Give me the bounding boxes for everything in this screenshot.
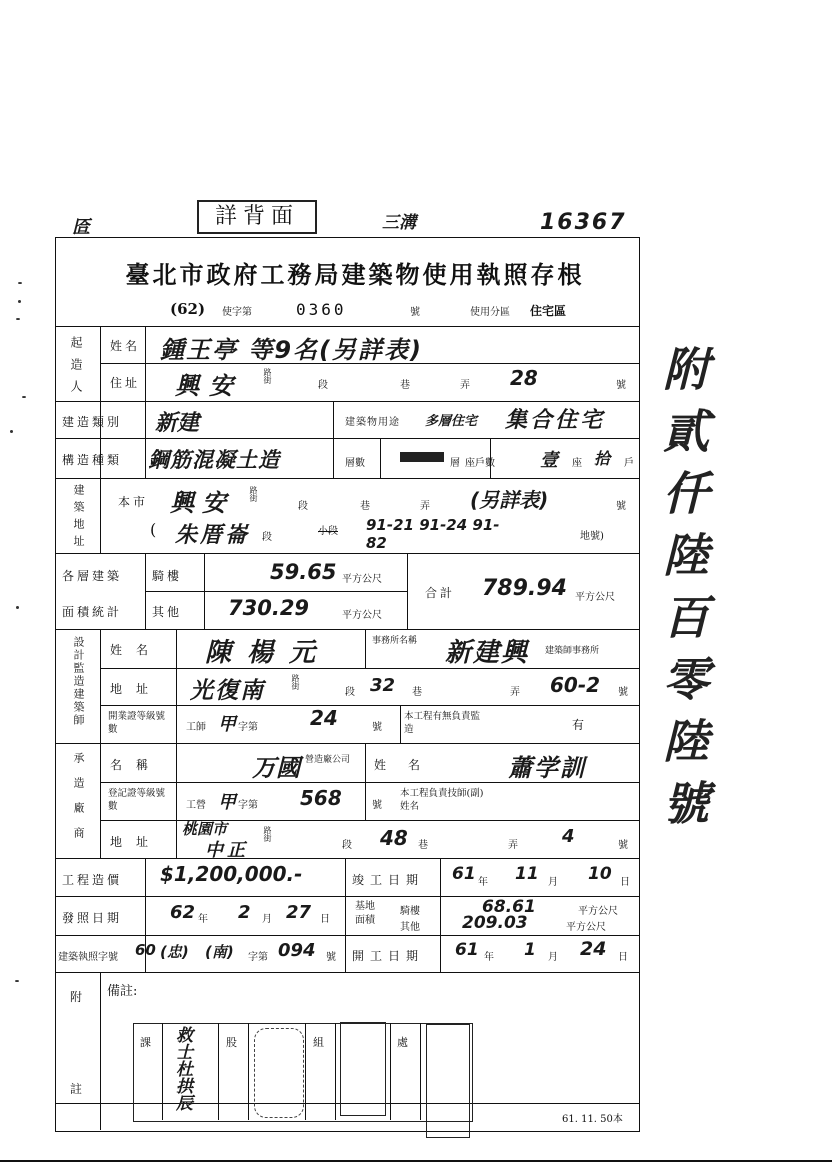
rule-8 bbox=[100, 668, 640, 669]
issue-month: 2 bbox=[238, 902, 251, 923]
col-arch-mid-2 bbox=[400, 705, 401, 743]
architect-addr-no: 60-2 bbox=[550, 673, 601, 697]
rule-4 bbox=[55, 438, 640, 439]
col-left-3 bbox=[100, 629, 101, 858]
area-total-label: 合計 bbox=[425, 586, 456, 600]
units-b: 拾 bbox=[594, 449, 611, 468]
rule-10 bbox=[55, 743, 640, 744]
permit-value-no: 094 bbox=[278, 940, 316, 961]
site-section-label: 建築地址 bbox=[72, 484, 85, 552]
sign-c-label: 組 bbox=[313, 1036, 324, 1049]
site-district: 朱厝崙 bbox=[175, 523, 251, 548]
area-label-b: 面積統計 bbox=[62, 605, 123, 619]
issue-unit-2: 平方公尺 bbox=[566, 922, 606, 933]
notes-section-b: 註 bbox=[70, 1082, 83, 1096]
col-area-total bbox=[407, 553, 408, 629]
sig-col-4 bbox=[305, 1023, 306, 1120]
start-month-suffix: 月 bbox=[548, 952, 558, 963]
rule-7 bbox=[55, 629, 640, 630]
start-year: 61 bbox=[455, 940, 479, 960]
issue-label: 發照日期 bbox=[62, 911, 123, 925]
col-arch-mid bbox=[365, 629, 366, 668]
contractor-addr-sect: 段 bbox=[342, 840, 352, 851]
sign-d-label: 處 bbox=[397, 1036, 408, 1049]
units-b-suffix: 戶 bbox=[624, 458, 634, 469]
license-number: 0360 bbox=[296, 300, 347, 319]
sig-col-3 bbox=[248, 1023, 249, 1120]
col-cost-mid-2 bbox=[440, 858, 441, 972]
sig-col-1 bbox=[162, 1023, 163, 1120]
contractor-addr-lane: 巷 bbox=[418, 840, 428, 851]
site-lots: 91-21 91-24 91-82 bbox=[366, 516, 500, 552]
sign-a-name: 救士杜拱辰 bbox=[172, 1026, 192, 1111]
area-arcade-value: 59.65 bbox=[270, 560, 337, 584]
floors-label: 層數 bbox=[345, 458, 365, 469]
architect-addr-lane: 巷 bbox=[412, 687, 422, 698]
zone-value: 住宅區 bbox=[530, 304, 567, 318]
contractor-addr-no: 4 bbox=[562, 826, 575, 847]
issue-day: 27 bbox=[286, 902, 312, 923]
contractor-person-value: 蕭学訓 bbox=[508, 754, 586, 782]
margin-speck bbox=[10, 430, 13, 433]
type-label: 建造類別 bbox=[62, 415, 123, 429]
site-subsection: 小段 bbox=[318, 526, 338, 537]
completion-label: 竣工日期 bbox=[352, 873, 425, 887]
owner-address-sect: 段 bbox=[318, 380, 328, 391]
struct-label: 構造種類 bbox=[62, 453, 123, 467]
contractor-addr-road-suffix: 路街 bbox=[263, 826, 272, 842]
rule-6 bbox=[55, 553, 640, 554]
rule-1 bbox=[55, 326, 640, 327]
owner-address-no: 28 bbox=[510, 366, 538, 390]
site-lot-suffix: 地號) bbox=[580, 531, 604, 542]
col-left-4 bbox=[100, 972, 101, 1130]
margin-speck bbox=[15, 980, 19, 982]
start-day: 24 bbox=[580, 938, 607, 960]
col-left-2 bbox=[100, 478, 101, 553]
rule-9 bbox=[100, 705, 640, 706]
site-road-suffix: 路街 bbox=[249, 486, 258, 502]
rule-13 bbox=[55, 858, 640, 859]
license-prefix: 使字第 bbox=[222, 307, 252, 318]
col-label-arch bbox=[176, 629, 177, 858]
floors-suffix: 層 bbox=[450, 458, 460, 469]
margin-speck bbox=[16, 318, 20, 320]
use-prefix: 多層住宅 bbox=[425, 414, 478, 429]
site-area-label: 基地面積 bbox=[355, 901, 375, 926]
units-a: 壹 bbox=[540, 450, 558, 471]
site-lane: 巷 bbox=[360, 501, 370, 512]
serial-number: 16367 bbox=[540, 210, 627, 235]
contractor-reg-hao: 號 bbox=[372, 800, 382, 811]
architect-license-grade: 甲 bbox=[218, 714, 236, 735]
architect-addr-value: 光復南 bbox=[190, 678, 265, 704]
cost-value: $1,200,000.- bbox=[160, 862, 303, 886]
issue-other-value: 209.03 bbox=[462, 913, 528, 933]
site-open-paren: ( bbox=[150, 520, 157, 539]
architect-name-label: 姓名 bbox=[110, 643, 163, 657]
permit-value-hao: 號 bbox=[326, 952, 336, 963]
type-value: 新建 bbox=[155, 411, 200, 436]
rule-3 bbox=[55, 401, 640, 402]
architect-license-label: 開業證等級號數 bbox=[108, 711, 166, 735]
contractor-reg-prefix: 工營 bbox=[186, 800, 206, 811]
issue-unit-1: 平方公尺 bbox=[578, 906, 618, 917]
signature-b-scribble bbox=[254, 1028, 304, 1118]
rule-12 bbox=[100, 820, 640, 821]
floors-redacted bbox=[400, 452, 444, 462]
architect-license-hao: 號 bbox=[372, 722, 382, 733]
owner-name-value: 鍾王亭 等9名(另詳表) bbox=[160, 336, 423, 364]
use-label: 建築物用途 bbox=[345, 417, 400, 428]
margin-speck bbox=[18, 300, 21, 303]
top-mid-mark: 三溝 bbox=[382, 213, 416, 233]
architect-addr-sect: 段 bbox=[345, 687, 355, 698]
margin-speck bbox=[18, 282, 22, 284]
area-unit-2: 平方公尺 bbox=[342, 610, 382, 621]
owner-section-label: 起造人 bbox=[69, 336, 83, 402]
architect-supervise-value: 有 bbox=[572, 718, 585, 732]
rule-sub-area bbox=[145, 591, 407, 592]
architect-addr-road: 路街 bbox=[291, 674, 300, 690]
contractor-reg-grade: 甲 bbox=[218, 792, 236, 813]
issue-arcade-label: 騎樓 bbox=[400, 906, 420, 917]
completion-month-suffix: 月 bbox=[548, 877, 558, 888]
site-sect: 段 bbox=[298, 501, 308, 512]
architect-office-label: 事務所名稱 bbox=[372, 636, 418, 646]
contractor-tech-label: 本工程負責技師(副)姓名 bbox=[400, 788, 484, 812]
license-suffix: 號 bbox=[410, 307, 420, 318]
col-label-area bbox=[145, 553, 146, 629]
architect-supervise-label: 本工程有無負責監造 bbox=[404, 711, 481, 735]
col-floors bbox=[380, 438, 381, 478]
margin-speck bbox=[22, 396, 26, 398]
area-unit-1: 平方公尺 bbox=[342, 574, 382, 585]
sig-col-5 bbox=[335, 1023, 336, 1120]
contractor-name-suffix: 營造廠公司 bbox=[305, 755, 351, 765]
signature-c-stamp bbox=[340, 1022, 386, 1116]
issue-month-suffix: 月 bbox=[262, 914, 272, 925]
contractor-reg-label: 登記證等級號數 bbox=[108, 788, 166, 812]
completion-day: 10 bbox=[588, 864, 612, 884]
use-value: 集合住宅 bbox=[505, 408, 606, 433]
owner-address-road: 路街 bbox=[263, 368, 272, 384]
contractor-section-label: 承造廠商 bbox=[72, 752, 85, 852]
start-year-suffix: 年 bbox=[484, 952, 494, 963]
col-contr-mid bbox=[365, 743, 366, 820]
footer-code: 61. 11. 50本 bbox=[562, 1114, 623, 1125]
architect-addr-label: 地址 bbox=[110, 682, 163, 696]
owner-address-hao: 號 bbox=[616, 380, 626, 391]
owner-address-label: 住址 bbox=[110, 376, 141, 390]
architect-name-value: 陳楊元 bbox=[205, 638, 332, 668]
notes-section-a: 附 bbox=[70, 990, 83, 1004]
completion-year: 61 bbox=[452, 864, 476, 884]
col-mid-type bbox=[333, 401, 334, 478]
owner-address-no-label: 弄 bbox=[460, 380, 470, 391]
area-other-label: 其他 bbox=[152, 605, 183, 619]
site-city: 本市 bbox=[118, 495, 149, 509]
contractor-addr-hao: 號 bbox=[618, 840, 628, 851]
sig-col-6 bbox=[390, 1023, 391, 1120]
struct-value: 鋼筋混凝土造 bbox=[148, 448, 280, 472]
architect-office-suffix: 建築師事務所 bbox=[545, 646, 600, 656]
completion-month: 11 bbox=[515, 864, 539, 884]
sign-b-label: 股 bbox=[226, 1036, 237, 1049]
owner-name-label: 姓名 bbox=[110, 339, 141, 353]
issue-arcade-value: 68.61 bbox=[482, 897, 536, 917]
contractor-addr-city: 桃園市 bbox=[182, 820, 228, 838]
start-day-suffix: 日 bbox=[618, 952, 628, 963]
detail-back-stamp bbox=[197, 200, 317, 234]
area-total-value: 789.94 bbox=[482, 576, 567, 601]
owner-address-value: 興安 bbox=[175, 372, 243, 400]
zone-label: 使用分區 bbox=[470, 307, 510, 318]
architect-addr-alley: 弄 bbox=[510, 687, 520, 698]
contractor-reg-mid: 字第 bbox=[238, 800, 258, 811]
form-title: 臺北市政府工務局建築物使用執照存根 bbox=[125, 260, 585, 289]
license-year: (62) bbox=[170, 300, 206, 318]
architect-license-prefix: 工師 bbox=[186, 722, 206, 733]
contractor-name-label: 名稱 bbox=[110, 758, 163, 772]
bottom-edge bbox=[0, 1160, 832, 1162]
contractor-addr-lane-no: 48 bbox=[380, 826, 408, 850]
contractor-addr-road: 中正 bbox=[205, 840, 249, 861]
architect-addr-hao: 號 bbox=[618, 687, 628, 698]
cost-label: 工程造價 bbox=[62, 873, 123, 887]
completion-year-suffix: 年 bbox=[478, 877, 488, 888]
issue-year-suffix: 年 bbox=[198, 914, 208, 925]
area-arcade-label: 騎樓 bbox=[152, 569, 183, 583]
site-alley: 弄 bbox=[420, 501, 430, 512]
architect-license-mid: 字第 bbox=[238, 722, 258, 733]
sig-col-2 bbox=[218, 1023, 219, 1120]
area-other-value: 730.29 bbox=[228, 596, 310, 620]
architect-addr-lane-no: 32 bbox=[370, 675, 396, 696]
top-left-mark: 匼 bbox=[72, 217, 90, 238]
rule-5 bbox=[55, 478, 640, 479]
sign-a-label: 課 bbox=[140, 1036, 151, 1049]
sig-col-7 bbox=[420, 1023, 421, 1120]
issue-year: 62 bbox=[170, 902, 196, 923]
col-cost-mid bbox=[345, 858, 346, 972]
site-note: (另詳表) bbox=[470, 488, 549, 512]
permit-label: 建築執照字號 bbox=[58, 952, 118, 963]
col-label-1 bbox=[145, 326, 146, 478]
col-mid-area bbox=[204, 553, 205, 629]
rule-16 bbox=[55, 972, 640, 973]
contractor-person-label: 姓名 bbox=[374, 758, 443, 772]
contractor-addr-label: 地址 bbox=[110, 835, 163, 849]
contractor-reg-no: 568 bbox=[300, 786, 342, 810]
margin-speck bbox=[16, 606, 19, 609]
site-district-suffix: 段 bbox=[262, 532, 272, 543]
start-label: 開工日期 bbox=[352, 949, 425, 963]
permit-value-a: 60 bbox=[135, 941, 156, 959]
start-month: 1 bbox=[524, 940, 536, 960]
units-label: 座戶數 bbox=[465, 458, 495, 469]
contractor-name-value: 万國 bbox=[252, 754, 300, 782]
site-road: 興安 bbox=[170, 489, 234, 517]
area-total-unit: 平方公尺 bbox=[575, 592, 615, 603]
issue-other-label: 其他 bbox=[400, 922, 420, 933]
architect-license-no: 24 bbox=[310, 706, 338, 730]
completion-day-suffix: 日 bbox=[620, 877, 630, 888]
remark-label: 備註: bbox=[107, 984, 138, 999]
signature-d-stamp bbox=[426, 1024, 470, 1138]
owner-address-lane: 巷 bbox=[400, 380, 410, 391]
margin-right-text: 附貳仟陸百零陸號 bbox=[656, 345, 710, 841]
permit-value-c: (南) bbox=[205, 943, 234, 961]
area-label-a: 各層建築 bbox=[62, 569, 123, 583]
rule-15 bbox=[55, 935, 640, 936]
rule-14 bbox=[55, 896, 640, 897]
detail-back-text: 詳背面 bbox=[214, 204, 299, 229]
permit-value-d: 字第 bbox=[248, 952, 268, 963]
architect-section-label: 設計監造建築師 bbox=[72, 636, 85, 727]
contractor-addr-alley: 弄 bbox=[508, 840, 518, 851]
units-a-suffix: 座 bbox=[572, 458, 582, 469]
permit-value-b: (忠) bbox=[160, 943, 189, 961]
issue-day-suffix: 日 bbox=[320, 914, 330, 925]
architect-office-value: 新建興 bbox=[445, 638, 530, 668]
site-hao: 號 bbox=[616, 501, 626, 512]
